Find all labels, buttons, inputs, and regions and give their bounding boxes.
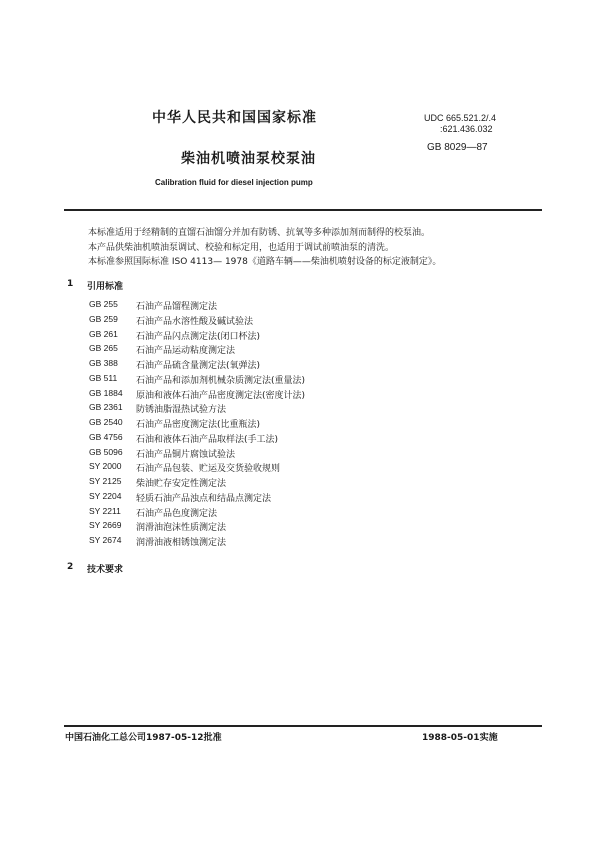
reference-name: 原油和液体石油产品密度测定法(密度计法) [136,390,306,401]
reference-code: GB 5096 [89,446,123,457]
section-number: 1 [67,279,74,289]
reference-code: GB 2540 [89,417,123,427]
reference-name: 石油产品色度测定法 [136,508,218,519]
reference-name: 润滑油泡沫性质测定法 [136,523,227,534]
reference-code: SY 2000 [89,461,122,472]
reference-code: SY 2125 [89,476,122,486]
reference-name: 石油产品铜片腐蚀试验法 [136,449,236,460]
reference-code: GB 1884 [89,387,123,398]
udc-label: UDC 665.521.2/.4 [424,113,497,123]
reference-name: 石油产品运动粘度测定法 [136,346,236,357]
reference-name: 柴油贮存安定性测定法 [136,479,227,489]
reference-name: 石油产品硫含量测定法(氧弹法) [136,361,261,371]
approval-line: 中国石油化工总公司1987-05-12批准 [65,733,222,743]
gb-number: GB 8029—87 [427,142,488,153]
implementation-date: 1988-05-01实施 [422,733,498,743]
reference-code: SY 2674 [89,535,122,545]
document-subtitle-english: Calibration fluid for diesel injection pump [155,178,313,187]
intro-paragraph: 本产品供柴油机喷油泵调试、校验和标定用，也适用于调试前喷油泵的清洗。 [88,243,395,253]
reference-name: 石油产品和添加剂机械杂质测定法(重量法) [136,375,306,386]
intro-paragraph: 本标准参照国际标准 ISO 4113— 1978《道路车辆——柴油机喷射设备的标定液制定》。 [88,257,442,267]
top-divider [64,209,542,211]
reference-code: GB 2361 [89,402,123,413]
udc-code: :621.436.032 [440,124,493,134]
reference-name: 润滑油液相锈蚀测定法 [136,538,227,548]
section-title: 引用标准 [87,282,124,292]
reference-code: GB 261 [89,328,118,339]
reference-name: 轻质石油产品浊点和结晶点测定法 [136,493,272,504]
reference-code: SY 2211 [89,505,121,516]
reference-code: GB 4756 [89,431,123,442]
reference-code: SY 2669 [89,520,122,531]
reference-name: 石油产品闪点测定法(闭口杯法) [136,331,261,342]
reference-name: 石油产品水溶性酸及碱试验法 [136,316,254,327]
intro-paragraph: 本标准适用于经精制的直馏石油馏分并加有防锈、抗氧等多种添加剂而制得的校泵油。 [88,228,431,238]
reference-name: 石油和液体石油产品取样法(手工法) [136,434,279,445]
reference-code: GB 265 [89,343,118,354]
reference-code: SY 2204 [89,490,122,501]
reference-name: 石油产品密度测定法(比重瓶法) [136,420,261,430]
bottom-divider [64,725,542,727]
reference-code: GB 259 [89,313,118,324]
reference-code: GB 511 [89,372,118,383]
reference-name: 石油产品馏程测定法 [136,302,218,312]
national-standard-heading: 中华人民共和国国家标准 [152,110,317,126]
section-number: 2 [67,562,74,572]
reference-code: GB 255 [89,299,118,309]
reference-name: 防锈油脂湿热试验方法 [136,405,227,416]
document-title: 柴油机喷油泵校泵油 [181,151,316,167]
section-title: 技术要求 [87,565,124,575]
reference-code: GB 388 [89,358,118,368]
reference-name: 石油产品包装、贮运及交货验收规则 [136,464,281,475]
